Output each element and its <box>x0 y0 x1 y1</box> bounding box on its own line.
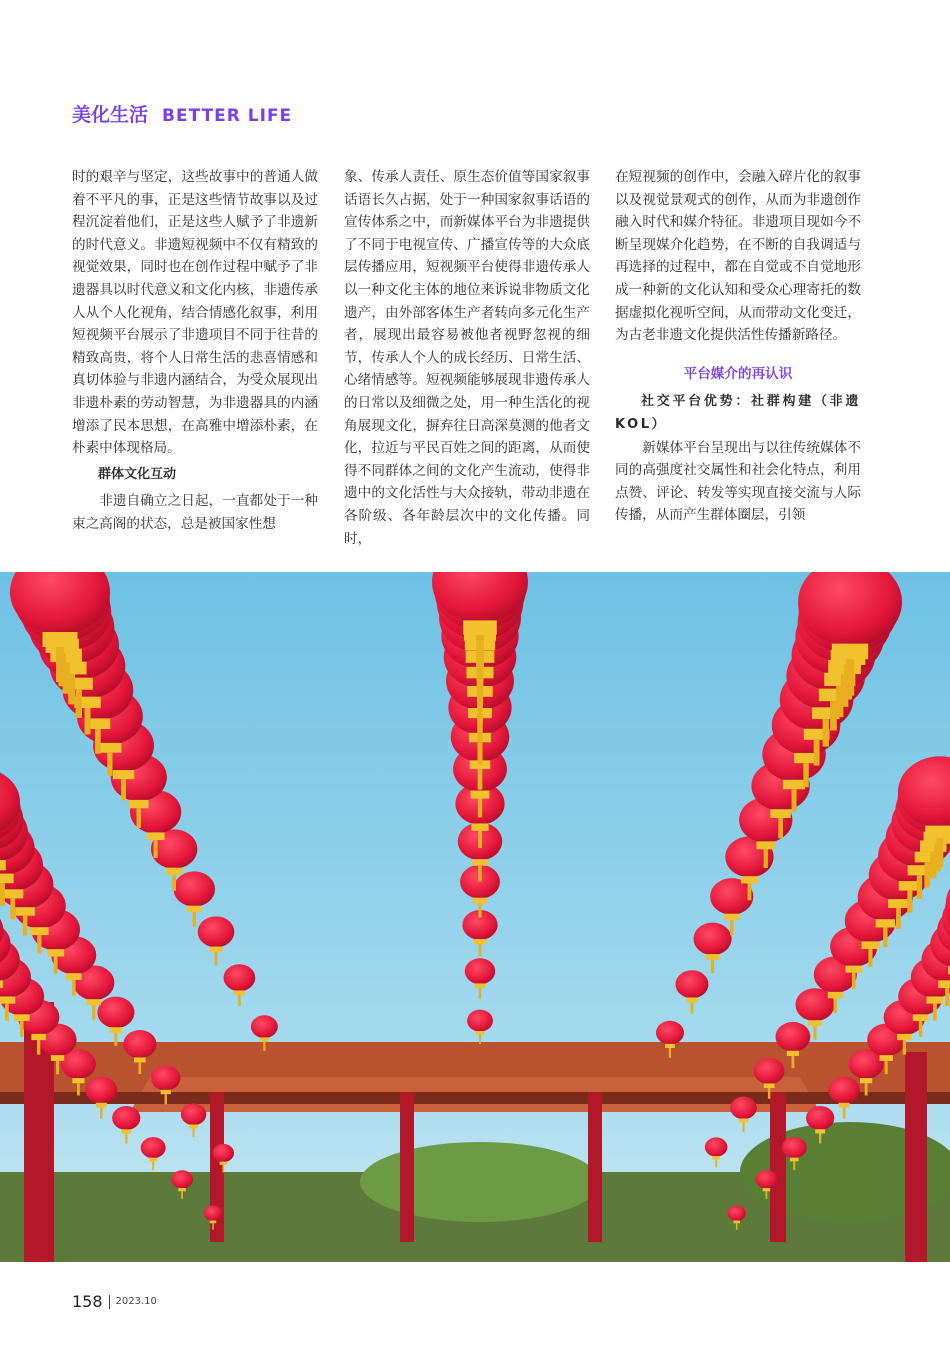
page-footer <box>72 1292 157 1311</box>
text-column-1 <box>72 166 318 536</box>
text-column-3 <box>615 166 861 527</box>
paragraph: 时的艰辛与坚定，这些故事中的普通人做着不平凡的事，正是这些情节故事以及过程沉淀着他们，正是这些人赋予了非遗新的时代意义。非遗短视频中不仅有精致的视觉效果，同时也在创作过程中赋予了非遗器具以时代意义和文化内核，非遗传承人从个人化视角，结合情感化叙事，利用短视频平台展示了非遗项目不同于往昔的精致高贵，将个人日常生活的悲喜情感和真切体验与非遗内涵结合，为受众展现出非遗朴素的劳动智慧，为非遗器具的内涵增添了民本思想，在高雅中增添朴素，在朴素中体现格局。 <box>72 169 318 457</box>
paragraph: 象、传承人责任、原生态价值等国家叙事话语长久占据，处于一种国家叙事话语的宣传体系之中，而新媒体平台为非遗提供了不同于电视宣传、广播宣传等的大众底层传播应用，短视频平台使得非遗传承人以一种文化主体的地位来诉说非物质文化遗产，由外部客体生产者转向多元化生产者，展现出最容易被他者视野忽视的细节，传承人个人的成长经历、日常生活、心绪情感等。短视频能够展现非遗传承人的日常以及细微之处，用一种生活化的视角展现文化，摒弃往日高深莫测的他者文化，拉近与平民百姓之间的距离，从而使得不同群体之间的文化产生流动，使得非遗中的文化活性与大众接轨，带动非遗在各阶级、各年龄层次中的文化传播。同时， <box>344 169 590 547</box>
subheading-group-culture: 群体文化互动 <box>98 466 177 482</box>
paragraph: 新媒体平台呈现出与以往传统媒体不同的高强度社交属性和社会化特点，利用点赞、评论、转发等实现直接交流与人际传播，从而产生群体圈层，引领 <box>615 439 861 524</box>
issue-date: 2023.10 <box>115 1296 157 1307</box>
section-title-en: BETTER LIFE <box>162 106 293 126</box>
section-heading: 平台媒介的再认识 <box>683 365 793 382</box>
divider <box>109 1295 110 1309</box>
paragraph: 在短视频的创作中，会融入碎片化的叙事以及视觉景观式的创作，从而为非遗创作融入时代和媒介特征。非遗项目现如今不断呈现媒介化趋势，在不断的自我调适与再选择的过程中，都在自觉或不自觉地形成一种新的文化认知和受众心理寄托的数据虚拟化视听空间，从而带动文化变迁，为古老非遗文化提供活性传播新路径。 <box>615 169 861 344</box>
paragraph: 非遗自确立之日起，一直都处于一种束之高阁的状态，总是被国家性想 <box>72 493 318 532</box>
section-header <box>72 100 292 127</box>
subheading-social-platform: 社交平台优势：社群构建（非遗KOL） <box>615 394 861 432</box>
lantern-photo <box>0 572 950 1262</box>
section-title-cn: 美化生活 <box>72 104 149 126</box>
page-number: 158 <box>72 1292 103 1311</box>
text-column-2 <box>344 166 590 550</box>
